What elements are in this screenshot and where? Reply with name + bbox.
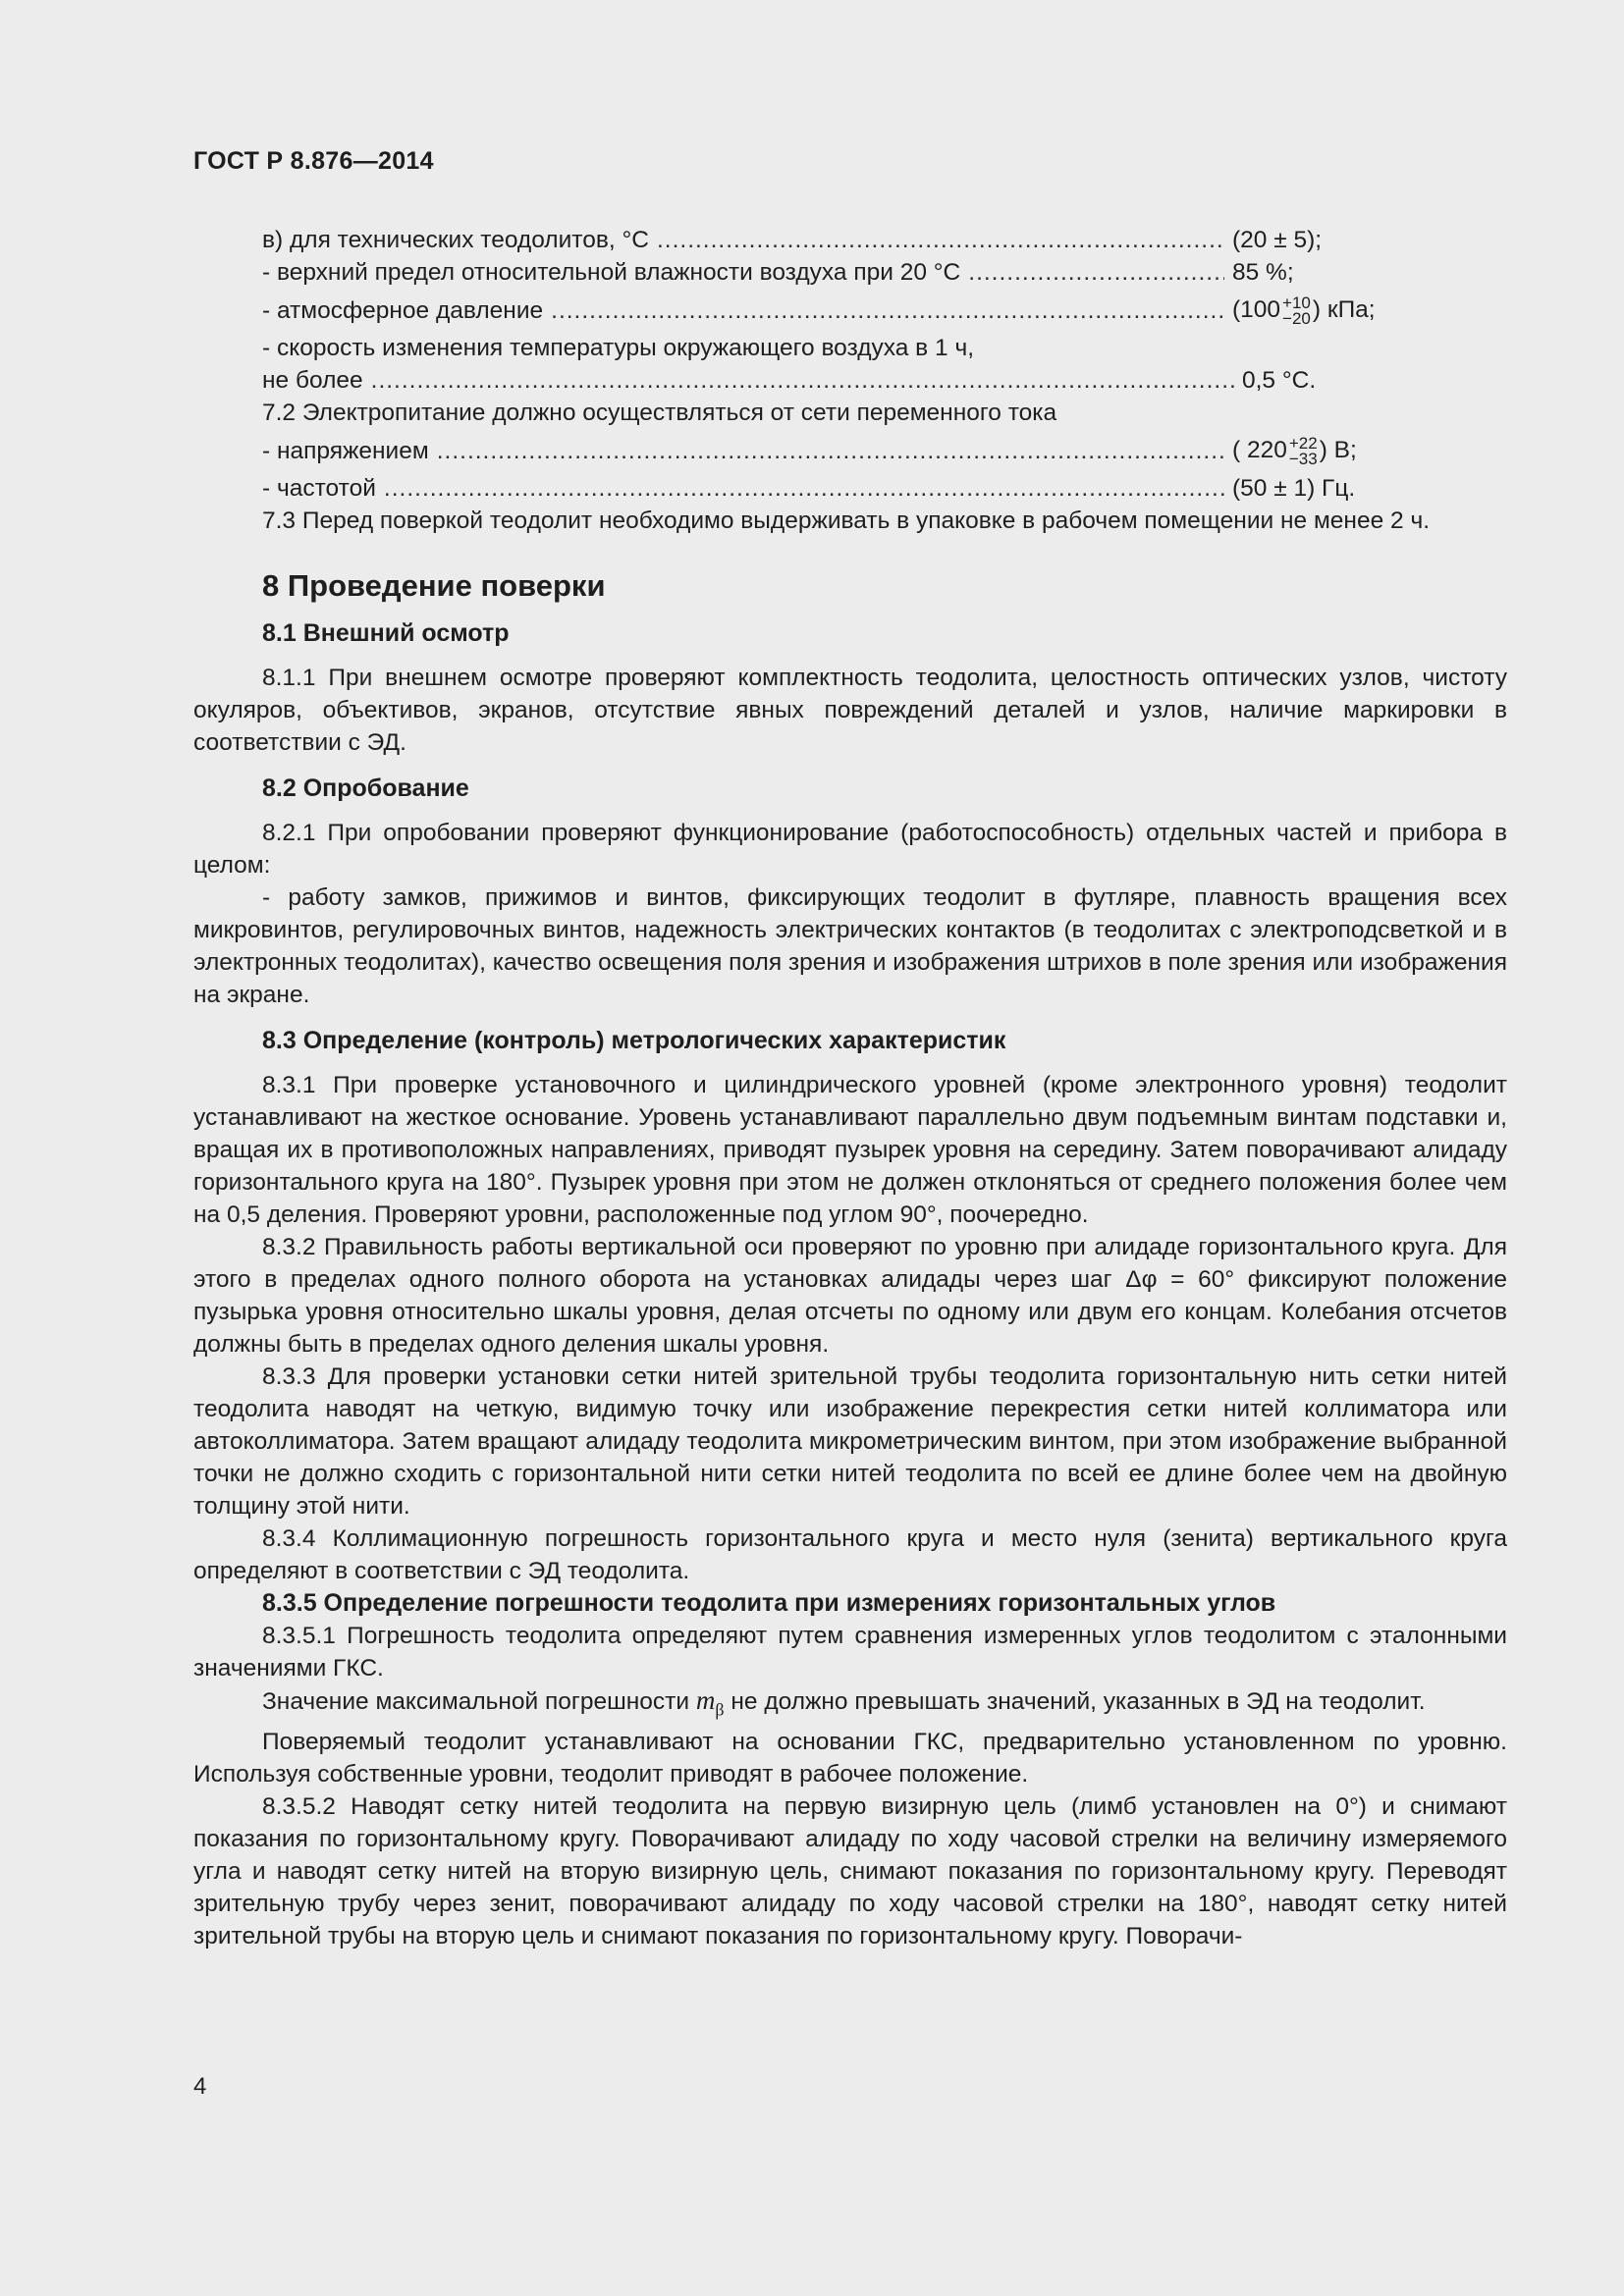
power-intro: 7.2 Электропитание должно осуществляться от сети переменного тока xyxy=(262,400,1057,426)
voltage-row xyxy=(193,429,1507,472)
paragraph-mounting: Поверяемый теодолит устанавливают на основании ГКС, предварительно установленном по уровню. Используя собственные уровни, теодолит приводят в рабочее положение. xyxy=(193,1729,1507,1789)
storage-requirement: 7.3 Перед поверкой теодолит необходимо выдерживать в упаковке в рабочем помещении не менее 2 ч. xyxy=(262,507,1431,534)
document-header: ГОСТ Р 8.876—2014 xyxy=(193,147,434,175)
pressure-unit: ) кПа; xyxy=(1312,296,1376,324)
section-8-1-title: 8.1 Внешний осмотр xyxy=(262,619,510,647)
pressure-label: - атмосферное давление xyxy=(262,296,544,324)
max-error-text-after: не должно превышать значений, указанных в ЭД на теодолит. xyxy=(724,1688,1426,1715)
paragraph-8-3-3: 8.3.3 Для проверки установки сетки нитей зрительной трубы теодолита горизонтальную нить сетки нитей теодолита наводят на четкую, видимую точку или изображение перекрестия сетки нитей коллиматора или автоколлиматора. Затем вращают алидаду теодолита микрометрическим винтом, при этом изображение выбранной точки не должно сходить с горизонтальной нити сетки нитей теодолита по всей ее длине более чем на двойную толщину этой нити. xyxy=(193,1363,1507,1520)
dot-leader xyxy=(371,364,1234,397)
voltage-value xyxy=(1232,434,1507,467)
humidity-label: - верхний предел относительной влажности воздуха при 20 °С xyxy=(262,259,961,286)
voltage-sub: −33 xyxy=(1288,449,1318,468)
dot-leader xyxy=(968,256,1224,289)
dot-leader xyxy=(384,472,1224,505)
pressure-row xyxy=(193,289,1507,332)
dot-leader xyxy=(551,294,1224,327)
paragraph-8-3-5-2: 8.3.5.2 Наводят сетку нитей теодолита на первую визирную цель (лимб установлен на 0°) и снимают показания по горизонтальному кругу. Поворачивают алидаду по ходу часовой стрелки на величину измеряемого угла и наводят сетку нитей на вторую визирную цель, снимают показания по горизонтальному кругу. Переводят зрительную трубу через зенит, поворачивают алидаду по ходу часовой стрелки на 180°, наводят сетку нитей зрительной трубы на вторую цель и снимают показания по горизонтальному кругу. Поворачи- xyxy=(193,1793,1507,1950)
tech-temp-label: в) для технических теодолитов, °С xyxy=(262,227,649,253)
max-error-text-before: Значение максимальной погрешности xyxy=(262,1688,696,1715)
tech-temp-value: (20 ± 5); xyxy=(1232,227,1323,253)
paragraph-8-3-4: 8.3.4 Коллимационную погрешность горизонтального круга и место нуля (зенита) вертикального круга определяют в соответствии с ЭД теодолита. xyxy=(193,1525,1507,1584)
pressure-tolerance xyxy=(1282,295,1311,327)
pressure-sup: +10 xyxy=(1282,293,1311,312)
paragraph-8-3-2: 8.3.2 Правильность работы вертикальной оси проверяют по уровню при алидаде горизонтального круга. Для этого в пределах одного полного оборота на установках алидады через шаг Δφ = 60° фиксируют положение пузырька уровня относительно шкалы уровня, делая отсчеты по одному или двум его концам. Колебания отсчетов должны быть в пределах одного деления шкалы уровня. xyxy=(193,1234,1507,1358)
pressure-sub: −20 xyxy=(1282,308,1311,328)
paragraph-8-3-1: 8.3.1 При проверке установочного и цилиндрического уровней (кроме электронного уровня) теодолит устанавливают на жесткое основание. Уровень устанавливают параллельно двум подъемным винтам подставки и, вращая их в противоположных направлениях, приводят пузырек уровня на середину. Затем поворачивают алидаду горизонтального круга на 180°. Пузырек уровня при этом не должен отклоняться от среднего положения более чем на 0,5 деления. Проверяют уровни, расположенные под углом 90°, поочередно. xyxy=(193,1072,1507,1228)
voltage-tolerance xyxy=(1288,433,1318,468)
pressure-base: (100 xyxy=(1232,296,1281,324)
dot-leader xyxy=(657,224,1224,256)
frequency-label: - частотой xyxy=(262,475,376,502)
voltage-label: - напряжением xyxy=(262,437,429,464)
paragraph-8-2-1: 8.2.1 При опробовании проверяют функционирование (работоспособность) отдельных частей и прибора в целом: xyxy=(193,820,1507,879)
paragraph-8-3-5-1: 8.3.5.1 Погрешность теодолита определяют путем сравнения измеренных углов теодолитом с эталонными значениями ГКС. xyxy=(193,1623,1507,1682)
section-8-3-title: 8.3 Определение (контроль) метрологических характеристик xyxy=(262,1027,1006,1054)
tech-temp-row xyxy=(193,224,1507,256)
temp-rate-line1: - скорость изменения температуры окружающего воздуха в 1 ч, xyxy=(262,335,975,361)
section-8-3-5-title: 8.3.5 Определение погрешности теодолита при измерениях горизонтальных углов xyxy=(262,1589,1276,1617)
paragraph-8-2-1-item: - работу замков, прижимов и винтов, фиксирующих теодолит в футляре, плавность вращения всех микровинтов, регулировочных винтов, надежность электрических контактов (в теодолитах с электроподсветкой и в электронных теодолитах), качество освещения поля зрения и изображения штрихов в поле зрения или изображения на экране. xyxy=(193,884,1507,1008)
temp-rate-row xyxy=(193,364,1507,397)
frequency-value: (50 ± 1) Гц. xyxy=(1232,475,1356,502)
voltage-unit: ) В; xyxy=(1319,437,1357,464)
humidity-value: 85 %; xyxy=(1232,259,1294,286)
dot-leader xyxy=(437,435,1224,467)
voltage-sup: +22 xyxy=(1288,433,1318,453)
max-error-symbol: $m_\beta$ xyxy=(695,1685,725,1720)
humidity-row xyxy=(193,256,1507,289)
frequency-row xyxy=(193,472,1507,505)
temp-rate-label: не более xyxy=(262,367,363,394)
max-error-subscript: β xyxy=(715,1699,725,1720)
document-body xyxy=(193,224,1507,1952)
paragraph-max-error xyxy=(193,1684,1507,1726)
pressure-value xyxy=(1232,294,1507,327)
voltage-base: ( 220 xyxy=(1232,437,1287,464)
paragraph-8-1-1: 8.1.1 При внешнем осмотре проверяют комплектность теодолита, целостность оптических узлов, чистоту окуляров, объективов, экранов, отсутствие явных повреждений деталей и узлов, наличие маркировки в соответствии с ЭД. xyxy=(193,665,1507,756)
section-8-2-title: 8.2 Опробование xyxy=(262,774,469,802)
section-8-title: 8 Проведение поверки xyxy=(262,568,606,603)
page-number: 4 xyxy=(193,2073,207,2100)
temp-rate-value: 0,5 °С. xyxy=(1242,367,1317,394)
